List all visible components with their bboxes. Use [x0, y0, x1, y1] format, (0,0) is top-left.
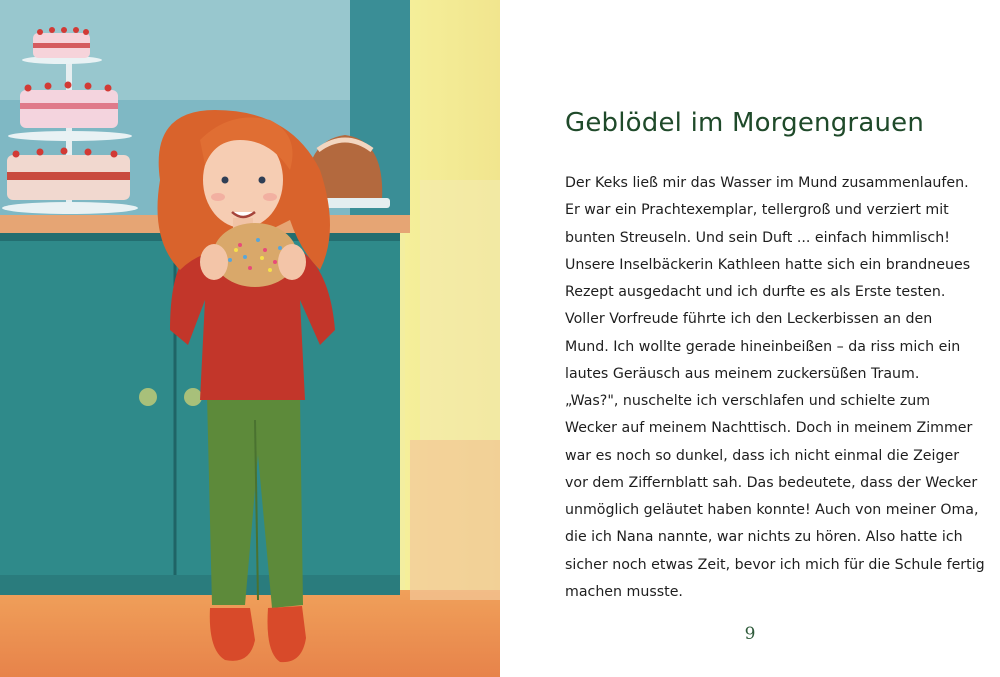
body-line: Mund. Ich wollte gerade hineinbeißen – da riss mich ein [565, 338, 961, 355]
body-line: bunten Streuseln. Und sein Duft ... einfach himmlisch! [565, 229, 950, 246]
cabinet-knob-right [184, 388, 202, 406]
body-line: Voller Vorfreude führte ich den Leckerbissen an den [565, 311, 933, 328]
body-line: war es noch so dunkel, dass ich nicht einmal die Zeiger [565, 447, 960, 464]
page-number: 9 [744, 624, 756, 644]
body-line: unmöglich geläutet haben konnte! Auch von meiner Oma, [565, 502, 979, 518]
body-line: „Was?", nuschelte ich verschlafen und schielte zum [565, 393, 931, 409]
body-line: Der Keks ließ mir das Wasser im Mund zusammenlaufen. [565, 175, 969, 191]
chapter-title: Geblödel im Morgengrauen [565, 108, 925, 138]
text-page [500, 0, 1000, 677]
body-line: lautes Geräusch aus meinem zuckersüßen Traum. [565, 365, 920, 382]
body-line: Er war ein Prachtexemplar, tellergroß und verziert mit [565, 202, 949, 219]
body-text [565, 170, 985, 606]
body-line: die ich Nana nannte, war nichts zu hören. Also hatte ich [565, 529, 963, 546]
body-line: Unsere Inselbäckerin Kathleen hatte sich ein brandneues [565, 256, 971, 273]
body-line: sicher noch etwas Zeit, bevor ich mich für die Schule fertig [565, 556, 985, 573]
body-line: Wecker auf meinem Nachttisch. Doch in meinem Zimmer [565, 420, 973, 437]
body-line: vor dem Ziffernblatt sah. Das bedeutete, dass der Wecker [565, 474, 978, 491]
body-line: Rezept ausgedacht und ich durfte es als Erste testen. [565, 284, 946, 300]
body-line: machen musste. [565, 583, 683, 600]
shoe-right [268, 606, 307, 662]
cabinet-knob-left [139, 388, 157, 406]
